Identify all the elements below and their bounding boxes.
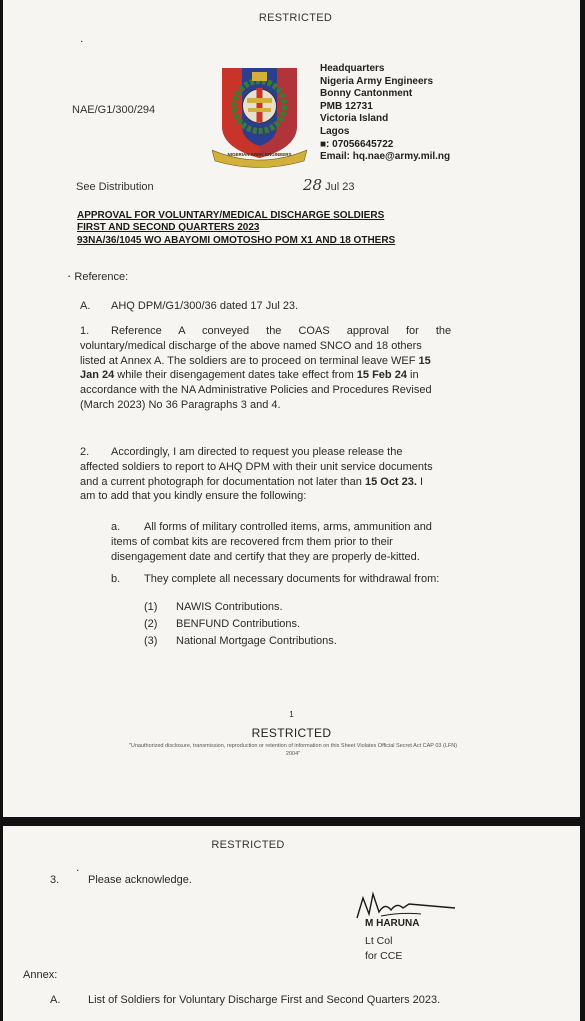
- para1-line: accordance with the NA Administrative Policies and Procedures Revised: [80, 384, 432, 397]
- para1-bold-text: Jan 24: [80, 369, 115, 382]
- reference-a-letter: A.: [80, 300, 91, 312]
- sub-b-text: They complete all necessary documents for withdrawal from:: [144, 573, 440, 585]
- headquarters-address: [320, 63, 450, 164]
- paragraph-2: [80, 445, 506, 504]
- address-line: Headquarters: [320, 63, 385, 74]
- speck-mark: ˙: [80, 38, 85, 54]
- para2-line: affected soldiers to report to AHQ DPM with their unit service documents: [80, 460, 433, 473]
- annex-label: Annex:: [23, 969, 58, 981]
- email-line: Email: hq.nae@army.mil.ng: [320, 151, 451, 163]
- para1-bold-text: 15 Feb 24: [356, 369, 407, 382]
- signatory-for: for CCE: [365, 950, 403, 962]
- para1-text: in: [406, 369, 419, 382]
- reference-label: Reference:: [74, 271, 129, 283]
- phone-icon: ■:: [320, 138, 330, 150]
- paragraph-1: [80, 324, 506, 413]
- sub-a-line: All forms of military controlled items, arms, ammunition and: [144, 521, 432, 533]
- para1-bold-text: 15: [418, 354, 431, 367]
- document-title: [77, 210, 395, 247]
- crest-banner-text: NIGERIAN ARMY ENGINEERS: [227, 152, 292, 157]
- para1-line: [80, 354, 506, 369]
- army-engineers-crest-icon: [212, 64, 307, 168]
- para3-number: 3.: [50, 874, 60, 886]
- address-line: Victoria Island: [320, 113, 389, 125]
- annex-a-letter: A.: [50, 994, 61, 1006]
- document-page-2: [3, 826, 580, 1021]
- secrecy-notice-line: "Unauthorized disclosure, transmission, reproduction or retention of information on this Sheet Violates Official Secret Act CAP 03 (LFN): [128, 743, 458, 749]
- page-number: 1: [289, 710, 294, 719]
- secrecy-notice-line: 2004": [285, 751, 301, 757]
- bullet-mark: ·: [67, 268, 72, 283]
- date-day-handwritten: 28: [303, 176, 323, 194]
- sub-a-line: disengagement date and certify that they are properly de-kitted.: [111, 550, 420, 563]
- document-date: [303, 176, 355, 194]
- contribution-number: (1): [144, 601, 158, 613]
- title-line: APPROVAL FOR VOLUNTARY/MEDICAL DISCHARGE SOLDIERS: [77, 210, 385, 221]
- phone-number: 07056645722: [332, 138, 394, 150]
- header-restricted-label: RESTRICTED: [258, 12, 333, 24]
- para1-line: (March 2023) No 36 Paragraphs 3 and 4.: [80, 398, 281, 411]
- para1-number: 1.: [80, 325, 90, 337]
- para2-line: [80, 475, 506, 490]
- signatory-name: M HARUNA: [365, 918, 420, 929]
- address-line: PMB 12731: [320, 100, 373, 112]
- para2-line: Accordingly, I am directed to request you please release the: [111, 446, 403, 458]
- para1-line: Reference A conveyed the COAS approval for the: [111, 325, 452, 337]
- speck-mark: ˙: [76, 867, 81, 883]
- contribution-number: (3): [144, 635, 158, 647]
- page2-header-restricted-label: RESTRICTED: [211, 839, 285, 851]
- sub-b-letter: b.: [111, 573, 121, 585]
- address-line: Lagos: [320, 125, 350, 137]
- title-line: FIRST AND SECOND QUARTERS 2023: [77, 222, 260, 234]
- contribution-item: BENFUND Contributions.: [176, 618, 301, 630]
- para2-text: I: [416, 475, 424, 488]
- address-line: Nigeria Army Engineers: [320, 75, 434, 87]
- para2-line: am to add that you kindly ensure the following:: [80, 490, 307, 503]
- para3-text: Please acknowledge.: [88, 874, 192, 886]
- distribution-label: See Distribution: [76, 181, 154, 193]
- para2-text: and a current photograph for documentation not later than: [80, 475, 365, 488]
- document-page-1: [3, 0, 580, 817]
- address-line: Bonny Cantonment: [320, 88, 413, 100]
- annex-a-text: List of Soldiers for Voluntary Discharge First and Second Quarters 2023.: [88, 994, 441, 1006]
- para2-bold-text: 15 Oct 23.: [364, 475, 417, 488]
- contribution-number: (2): [144, 618, 158, 630]
- secrecy-notice: [73, 742, 513, 758]
- signatory-rank: Lt Col: [365, 935, 393, 947]
- para1-line: [80, 368, 506, 383]
- date-month-year: Jul 23: [325, 181, 355, 193]
- para1-line: voluntary/medical discharge of the above named SNCO and 18 others: [80, 339, 422, 352]
- reference-a-text: AHQ DPM/G1/300/36 dated 17 Jul 23.: [111, 300, 299, 312]
- sub-item-a: [111, 520, 505, 564]
- para1-text: listed at Annex A. The soldiers are to proceed on terminal leave WEF: [80, 354, 419, 367]
- para2-number: 2.: [80, 446, 90, 458]
- sub-a-letter: a.: [111, 521, 121, 533]
- sub-a-line: items of combat kits are recovered frcm them prior to their: [111, 535, 393, 548]
- file-reference-number: NAE/G1/300/294: [72, 104, 156, 116]
- contribution-item: NAWIS Contributions.: [176, 601, 283, 613]
- title-line: 93NA/36/1045 WO ABAYOMI OMOTOSHO POM X1 AND 18 OTHERS: [77, 234, 396, 246]
- contribution-item: National Mortgage Contributions.: [176, 635, 337, 647]
- phone-line: [320, 139, 450, 152]
- para1-text: while their disengagement dates take effect from: [114, 369, 357, 382]
- reference-heading: [67, 269, 128, 285]
- footer-restricted-label: RESTRICTED: [251, 726, 332, 740]
